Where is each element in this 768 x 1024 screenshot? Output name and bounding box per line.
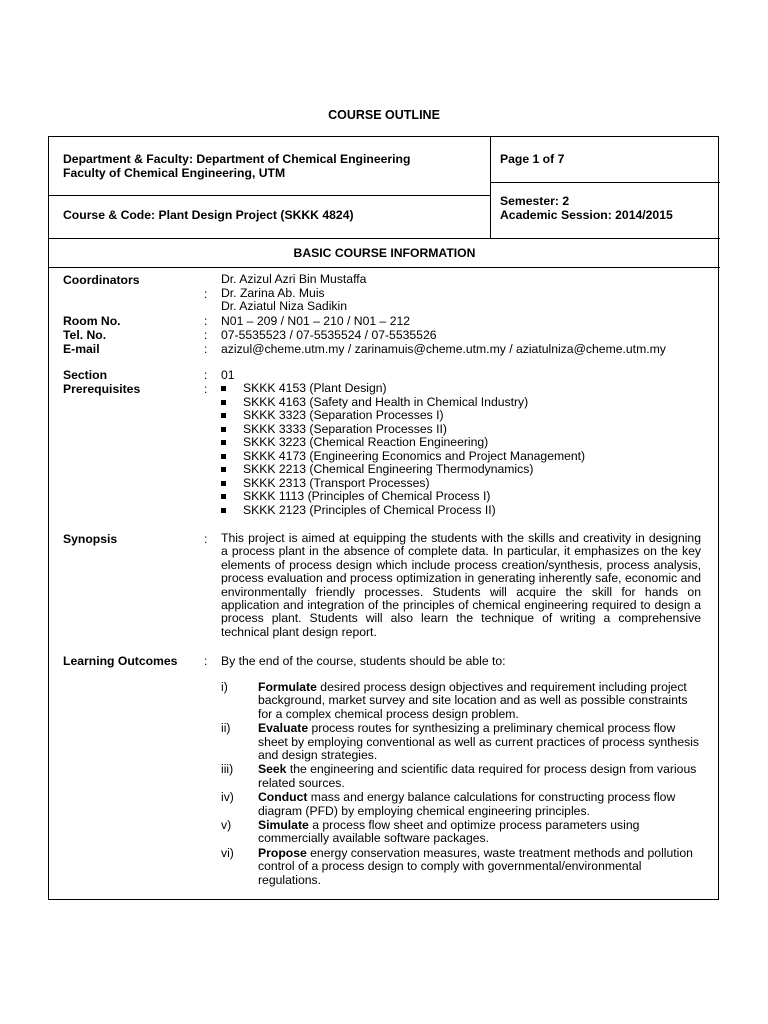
email-label: E-mail: [63, 342, 100, 356]
learning-outcomes-intro: By the end of the course, students should be able to:: [221, 654, 506, 668]
coordinators-list: [221, 273, 366, 314]
page-number: Page 1 of 7: [500, 152, 565, 166]
list-item: SKKK 2123 (Principles of Chemical Process II): [221, 504, 585, 518]
coordinators-label: Coordinators: [63, 273, 140, 287]
bullet-icon: [221, 481, 226, 486]
divider: [490, 182, 720, 183]
list-item: i) Formulate desired process design objectives and requirement including project background, market survey and site location and as well as possible constraints for a complex chemical process design problem.: [221, 680, 688, 721]
colon: :: [204, 328, 208, 342]
academic-session: Academic Session: 2014/2015: [500, 208, 673, 222]
list-item: SKKK 3323 (Separation Processes I): [221, 409, 585, 423]
list-item: iv) Conduct mass and energy balance calculations for constructing process flow diagram (PFD) by employing chemical engineering principles.: [221, 790, 676, 818]
list-item: v) Simulate a process flow sheet and optimize process parameters using commercially available software packages.: [221, 818, 640, 846]
room-value: N01 – 209 / N01 – 210 / N01 – 212: [221, 314, 411, 328]
bullet-icon: [221, 427, 226, 432]
colon: :: [204, 314, 208, 328]
colon: :: [204, 382, 208, 396]
colon: :: [204, 532, 208, 546]
coordinator-name: Dr. Azizul Azri Bin Mustaffa: [221, 272, 367, 286]
list-item: SKKK 4173 (Engineering Economics and Project Management): [221, 450, 585, 464]
prerequisites-list: [221, 382, 585, 517]
bullet-icon: [221, 494, 226, 499]
colon: :: [204, 368, 208, 382]
bullet-icon: [221, 440, 226, 445]
list-item: ii) Evaluate process routes for synthesizing a preliminary chemical process flow sheet by employing conventional as well as current practices of process synthesis and design strategies.: [221, 721, 699, 763]
department-line: Department & Faculty: Department of Chemical Engineering: [63, 152, 411, 166]
bullet-icon: [221, 386, 226, 391]
divider: [490, 137, 491, 238]
document-title: COURSE OUTLINE: [328, 108, 440, 122]
divider: [49, 267, 720, 268]
tel-label: Tel. No.: [63, 328, 107, 342]
semester-session: [500, 194, 673, 222]
list-item: SKKK 4153 (Plant Design): [221, 382, 585, 396]
section-value: 01: [221, 368, 235, 382]
synopsis-text: This project is aimed at equipping the students with the skills and creativity in designing a process plant in the absence of complete data. In particular, it emphasizes on the key elements of process design which include process creation/synthesis, process analysis, process evaluation and process optimization in generating inherently safe, economic and environmentally friendly processes. Students will acquire the skill for hands on application and integration of the principles of chemical engineering required to design a process plant. Students will also learn the technique of writing a comprehensive technical plant design report.: [221, 531, 701, 639]
section-heading: BASIC COURSE INFORMATION: [293, 246, 476, 260]
coordinator-name: Dr. Aziatul Niza Sadikin: [221, 299, 347, 314]
colon: :: [204, 342, 208, 356]
synopsis-label: Synopsis: [63, 532, 118, 546]
learning-outcomes-list: [221, 681, 701, 887]
list-item: SKKK 2213 (Chemical Engineering Thermodynamics): [221, 463, 585, 477]
list-item: SKKK 2313 (Transport Processes): [221, 477, 585, 491]
colon: :: [204, 287, 208, 301]
email-value: azizul@cheme.utm.my / zarinamuis@cheme.utm.my / aziatulniza@cheme.utm.my: [221, 342, 666, 356]
tel-value: 07-5535523 / 07-5535524 / 07-5535526: [221, 328, 437, 342]
course-outline-table: [48, 136, 719, 900]
bullet-icon: [221, 467, 226, 472]
department-faculty: [63, 152, 410, 180]
coordinator-name: Dr. Zarina Ab. Muis: [221, 285, 325, 300]
prerequisites-label: Prerequisites: [63, 382, 141, 396]
section-label: Section: [63, 368, 108, 382]
bullet-icon: [221, 400, 226, 405]
list-item: SKKK 3223 (Chemical Reaction Engineering): [221, 436, 585, 450]
learning-outcomes-label: Learning Outcomes: [63, 654, 178, 668]
divider: [49, 195, 490, 196]
course-code: Course & Code: Plant Design Project (SKKK 4824): [63, 208, 354, 222]
list-item: SKKK 1113 (Principles of Chemical Process I): [221, 490, 585, 504]
semester: Semester: 2: [500, 194, 570, 208]
list-item: SKKK 4163 (Safety and Health in Chemical Industry): [221, 396, 585, 410]
bullet-icon: [221, 454, 226, 459]
colon: :: [204, 654, 208, 668]
bullet-icon: [221, 508, 226, 513]
bullet-icon: [221, 413, 226, 418]
faculty-line: Faculty of Chemical Engineering, UTM: [63, 166, 286, 180]
list-item: iii) Seek the engineering and scientific data required for process design from various related sources.: [221, 762, 697, 790]
list-item: vi) Propose energy conservation measures, waste treatment methods and pollution control of a process design to comply with governmental/environmental regulations.: [221, 845, 693, 887]
list-item: SKKK 3333 (Separation Processes II): [221, 423, 585, 437]
divider: [49, 238, 720, 239]
room-label: Room No.: [63, 314, 121, 328]
